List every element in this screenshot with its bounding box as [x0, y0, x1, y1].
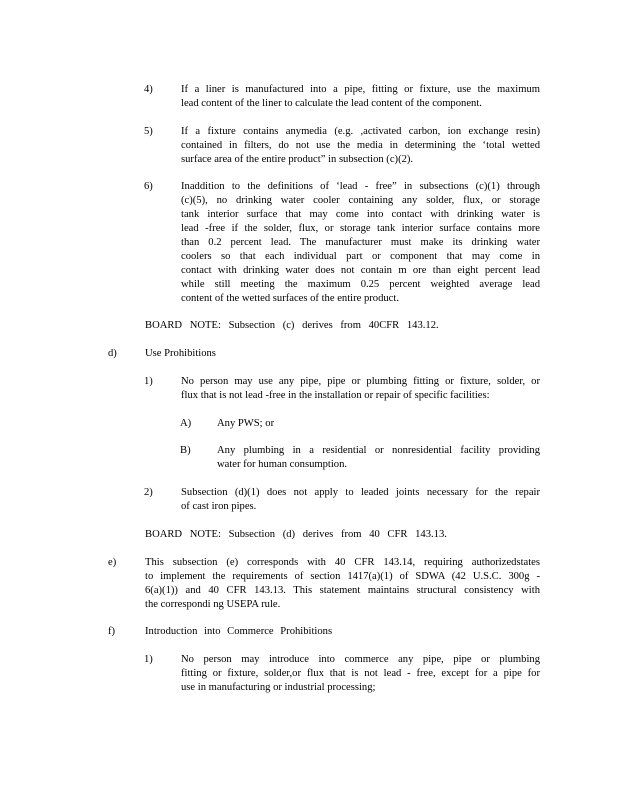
item-c6	[144, 180, 540, 306]
text-line: 6(a)(1)) and 40 CFR 143.13. This statement maintains structural consistency with	[145, 585, 540, 596]
item-d2	[144, 486, 540, 514]
section-f	[108, 625, 540, 639]
text-line: No person may use any pipe, pipe or plumbing fitting or fixture, solder, or	[181, 376, 540, 387]
item-dB	[180, 444, 540, 472]
item-d2-label: 2)	[144, 487, 153, 498]
text-line: flux that is not lead -free in the installation or repair of specific facilities:	[181, 390, 490, 401]
text-line: coolers so that each individual part or component that may come in	[181, 251, 540, 262]
item-c5-text	[181, 125, 540, 167]
section-f-heading: Introduction into Commerce Prohibitions	[145, 626, 333, 637]
item-dA-label: A)	[180, 418, 192, 429]
section-f-label: f)	[108, 626, 116, 637]
section-e-text	[145, 556, 540, 612]
item-c5	[144, 125, 540, 167]
item-d1-text	[181, 375, 540, 403]
text-line: tank interior surface that may come into contact with drinking water is	[181, 209, 540, 220]
text-line: (c)(5), no drinking water cooler containing any solder, flux, or storage	[181, 195, 540, 206]
item-f1	[144, 653, 540, 695]
item-d2-text	[181, 486, 540, 514]
text-line: lead -free if the solder, flux, or storage tank interior surface contains more	[181, 223, 540, 234]
item-c4-label: 4)	[144, 84, 153, 95]
section-d-heading: Use Prohibitions	[145, 348, 216, 359]
text-line: contact with drinking water does not contain m ore than eight percent lead	[181, 265, 540, 276]
text-line: the correspondi ng USEPA rule.	[145, 599, 281, 610]
text-line: use in manufacturing or industrial processing;	[181, 682, 376, 693]
board-note-c: BOARD NOTE: Subsection (c) derives from 40CFR 143.12.	[145, 320, 439, 331]
text-line: surface area of the entire product” in subsection (c)(2).	[181, 154, 414, 165]
item-c6-text	[181, 180, 540, 306]
text-line: Subsection (d)(1) does not apply to leaded joints necessary for the repair	[181, 487, 540, 498]
text-line: fitting or fixture, solder,or flux that is not lead - free, except for a pipe for	[181, 668, 540, 679]
board-note-d: BOARD NOTE: Subsection (d) derives from 40 CFR 143.13.	[145, 529, 447, 540]
text-line: to implement the requirements of section 1417(a)(1) of SDWA (42 U.S.C. 300g -	[145, 571, 540, 582]
text-line: If a fixture contains anymedia (e.g. ,activated carbon, ion exchange resin)	[181, 126, 540, 137]
item-dA	[180, 417, 540, 431]
text-line: This subsection (e) corresponds with 40 CFR 143.14, requiring authorizedstates	[145, 557, 540, 568]
text-line: Any plumbing in a residential or nonresidential facility providing	[217, 445, 540, 456]
item-dB-text	[217, 444, 540, 472]
item-c5-label: 5)	[144, 126, 153, 137]
item-f1-text	[181, 653, 540, 695]
text-line: Any PWS; or	[217, 418, 275, 429]
text-line: contained in filters, do not use the media in determining the ‘total wetted	[181, 140, 540, 151]
text-line: content of the wetted surfaces of the entire product.	[181, 293, 399, 304]
item-c4-text	[181, 83, 540, 111]
text-line: of cast iron pipes.	[181, 501, 257, 512]
item-d1	[144, 375, 540, 403]
item-c4	[144, 83, 540, 111]
section-e	[108, 556, 540, 612]
text-line: than 0.2 percent lead. The manufacturer must make its drinking water	[181, 237, 540, 248]
text-line: water for human consumption.	[217, 459, 348, 470]
text-line: while still meeting the maximum 0.25 percent weighted average lead	[181, 279, 540, 290]
item-c6-label: 6)	[144, 181, 153, 192]
item-d1-label: 1)	[144, 376, 153, 387]
section-d	[108, 347, 540, 361]
item-f1-label: 1)	[144, 654, 153, 665]
text-line: lead content of the liner to calculate the lead content of the component.	[181, 98, 482, 109]
text-line: Inaddition to the definitions of ‘lead - free” in subsections (c)(1) through	[181, 181, 540, 192]
item-dA-text	[217, 417, 540, 431]
section-e-label: e)	[108, 557, 117, 568]
item-dB-label: B)	[180, 445, 191, 456]
section-d-label: d)	[108, 348, 117, 359]
text-line: If a liner is manufactured into a pipe, fitting or fixture, use the maximum	[181, 84, 540, 95]
text-line: No person may introduce into commerce any pipe, pipe or plumbing	[181, 654, 540, 665]
